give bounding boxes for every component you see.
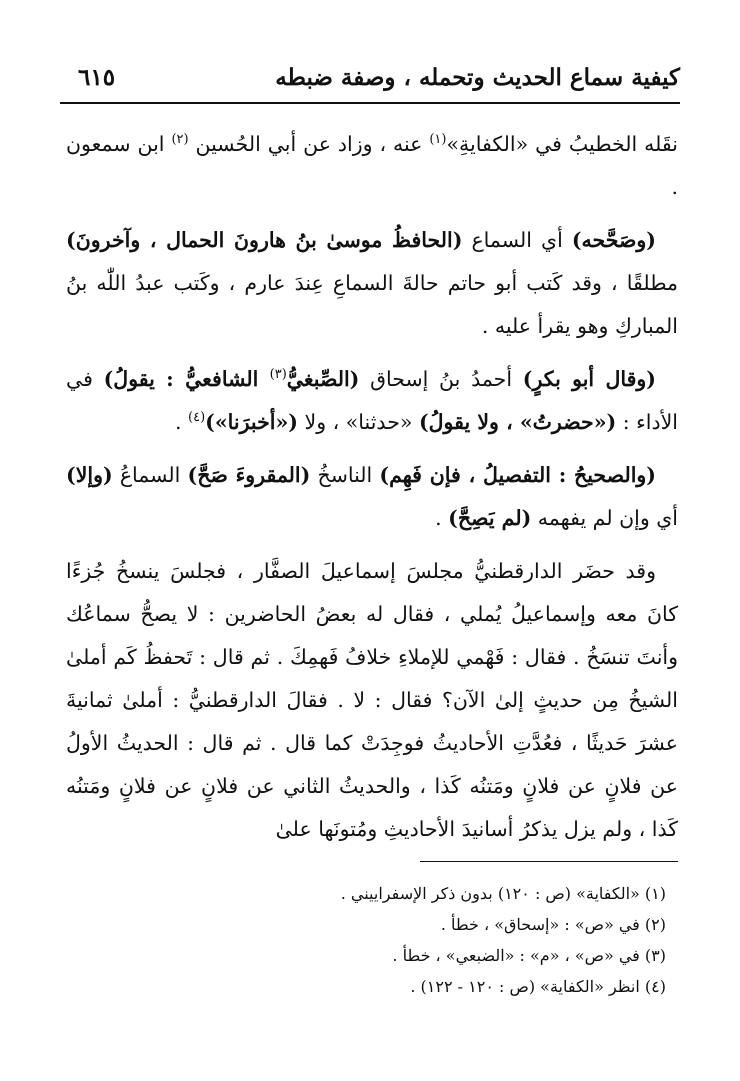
bold-text: (الحافظُ موسىٰ بنُ هارونَ الحمال ، وآخرونَ) (66, 228, 463, 252)
text-run: أي وإن لم يفهمه (531, 506, 678, 530)
paragraph-1 (66, 123, 678, 209)
bold-text: (وقال أبو بكرٍ) (522, 367, 656, 391)
text-run: في الأداء : (66, 367, 678, 434)
bold-text: («حضرتُ» ، ولا يقولُ) (418, 410, 617, 434)
text-run: . (174, 410, 189, 434)
text-run: . (435, 506, 449, 530)
running-title: كيفية سماع الحديث وتحمله ، وصفة ضبطه (275, 64, 680, 91)
paragraph-4 (66, 454, 678, 540)
bold-text: (لم يَصِحَّ) (448, 506, 532, 530)
text-run: أحمدُ بنُ إسحاق (359, 367, 523, 391)
bold-text: (وصَحَّحه) (571, 228, 656, 252)
footnote-2: (٢) في «ص» : «إسحاق» ، خطأ . (440, 915, 666, 934)
paragraph-5: وقد حضَر الدارقطنيُّ مجلسَ إسماعيلَ الصفَّار ، فجلسَ ينسخُ جُزءًا كانَ معه وإسماعيلُ يُملي ، فقال له بعضُ الحاضرين : لا يصحُّ سماعُك وأنتَ تنسَخُ . فقال : فَهْمي للإملاءِ خلافُ فَهمِكَ . ثم قال : تَحفظُ كَم أملىٰ الشيخُ مِن حديثٍ إلىٰ الآن؟ فقال : لا . فقالَ الدارقطنيُّ : أملىٰ ثمانيةَ عشرَ حَديثًا ، فعُدَّتِ الأحاديثُ فوجِدَتْ كما قال . ثم قال : الحديثُ الأولُ عن فلانٍ عن فلانٍ ومَتنُه كَذا ، والحديثُ الثاني عن فلانٍ عن فلانٍ ومَتنُه كَذا ، ولم يزل يذكرُ أسانيدَ الأحاديثِ ومُتونَها علىٰ (66, 559, 678, 841)
footnote-ref: (١) (429, 132, 447, 148)
text-run: أي السماع (462, 228, 572, 252)
page-number: ٦١٥ (78, 64, 116, 91)
bold-text: («أخبرَنا») (205, 410, 298, 434)
page-header (60, 58, 680, 104)
footnote-4: (٤) انظر «الكفاية» (ص : ١٢٠ - ١٢٢) . (410, 977, 666, 996)
text-run: السماعُ (112, 463, 188, 487)
text-run: عنه ، وزاد عن أبي الحُسين (188, 132, 430, 156)
bold-text: الشافعيُّ : يقولُ) (103, 367, 270, 391)
footnote-ref: (٣) (269, 367, 287, 383)
paragraph-2 (66, 219, 678, 348)
text-run: نقَله الخطيبُ في «الكفايةِ» (446, 132, 678, 156)
footnote-divider (420, 861, 678, 862)
footnote-ref: (٤) (188, 410, 206, 426)
footnote-1: (١) «الكفاية» (ص : ١٢٠) بدون ذكر الإسفراييني . (340, 884, 666, 903)
main-text (66, 123, 678, 861)
footnote-3: (٣) في «ص» ، «م» : «الضبعي» ، خطأ . (392, 946, 666, 965)
bold-text: (المقروءَ صَحَّ) (187, 463, 311, 487)
text-run: الناسخُ (310, 463, 380, 487)
footnotes (66, 878, 678, 1002)
text-run: ابن سمعون . (66, 132, 678, 199)
bold-text: (الصِّبغيُّ (286, 367, 360, 391)
bold-text: (والصحيحُ : التفصيلُ ، فإن فَهِم) (379, 463, 656, 487)
paragraph-3 (66, 358, 678, 444)
text-run: «حدثنا» ، ولا (298, 410, 419, 434)
text-run: مطلقًا ، وقد كَتب أبو حاتم حالةَ السماعِ عِندَ عارم ، وكَتب عبدُ اللّٰه بنُ المباركِ وهو يقرأ عليه . (66, 271, 678, 338)
footnote-ref: (٢) (171, 132, 189, 148)
bold-text: (وإلا) (66, 463, 113, 487)
